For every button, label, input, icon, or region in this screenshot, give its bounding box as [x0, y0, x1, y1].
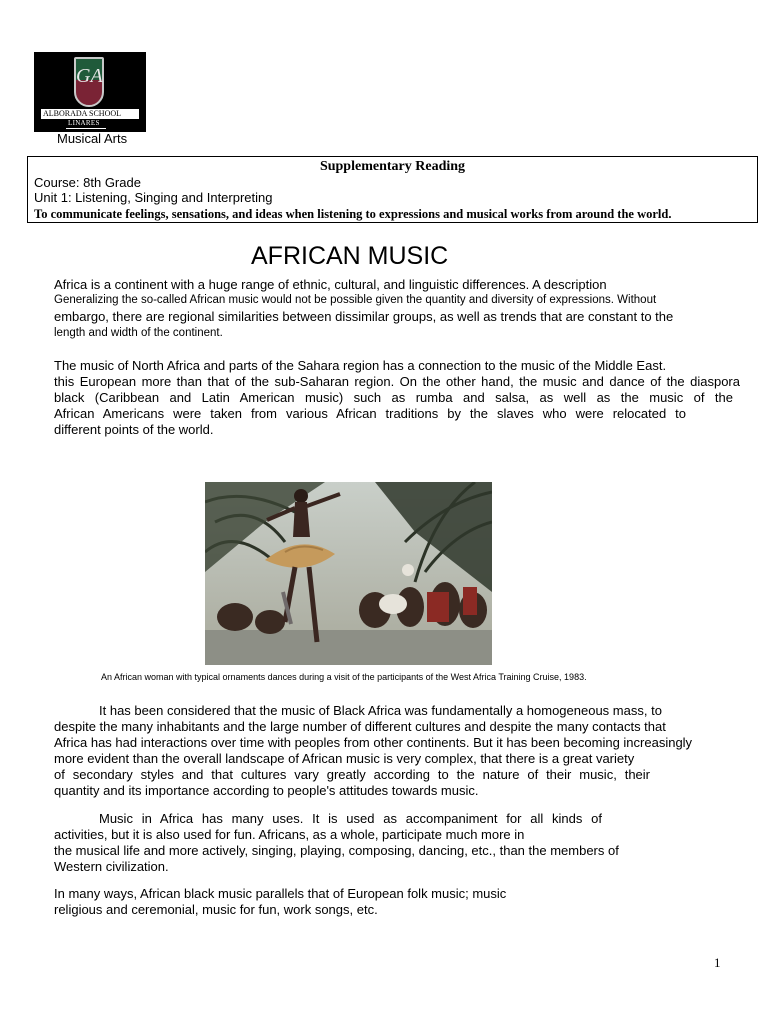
paragraph-line: different points of the world.: [54, 422, 214, 437]
paragraph-line: Generalizing the so-called African music would not be possible given the quantity and diversity of expressions. Without: [54, 294, 657, 306]
paragraph-line: Africa is a continent with a huge range of ethnic, cultural, and linguistic differences. A description: [54, 277, 607, 292]
school-logo: [34, 52, 146, 132]
paragraph-line: religious and ceremonial, music for fun, work songs, etc.: [54, 902, 378, 917]
paragraph-line: Music in Africa has many uses. It is used as accompaniment for all kinds of: [99, 811, 602, 826]
unit-line: Unit 1: Listening, Singing and Interpreting: [34, 190, 273, 205]
paragraph-line: embargo, there are regional similarities between dissimilar groups, as well as trends that are constant to the: [54, 309, 674, 324]
paragraph-line: this European more than that of the sub-Saharan region. On the other hand, the music and dance of the diaspora: [54, 374, 740, 389]
header-title: Supplementary Reading: [319, 159, 466, 174]
paragraph-line: length and width of the continent.: [54, 327, 223, 339]
paragraph-line: Africa has had interactions over time with peoples from other continents. But it has been becoming increasingly: [54, 735, 693, 750]
paragraph-line: African Americans were taken from various African traditions by the slaves who were relocated to: [54, 406, 686, 421]
subject-label: Musical Arts: [57, 131, 128, 146]
paragraph-line: Western civilization.: [54, 859, 169, 874]
paragraph-line: activities, but it is also used for fun. Africans, as a whole, participate much more in: [54, 827, 525, 842]
paragraph-line: the musical life and more actively, singing, playing, composing, dancing, etc., than the members of: [54, 843, 619, 858]
course-line: Course: 8th Grade: [34, 175, 141, 190]
objective-line: To communicate feelings, sensations, and ideas when listening to expressions and musical works from around the world.: [34, 207, 672, 221]
paragraph-line: of secondary styles and that cultures vary greatly according to the nature of their music, their: [54, 767, 650, 782]
paragraph-line: black (Caribbean and Latin American music) such as rumba and salsa, as well as the music of the: [54, 390, 733, 405]
crest-icon: [74, 57, 104, 107]
paragraph-line: quantity and its importance according to people's attitudes towards music.: [54, 783, 479, 798]
page-number: 1: [714, 955, 721, 970]
school-name: ALBORADA SCHOOL: [43, 109, 122, 118]
dance-photo: [205, 482, 492, 665]
paragraph-line: despite the many inhabitants and the large number of different cultures and despite the many contacts that: [54, 719, 666, 734]
paragraph-line: more evident than the overall landscape of African music is very complex, that there is a great variety: [54, 751, 635, 766]
photo-caption: An African woman with typical ornaments dances during a visit of the participants of the West Africa Training Cruise, 1983.: [101, 672, 587, 682]
paragraph-line: In many ways, African black music parallels that of European folk music; music: [54, 886, 507, 901]
header-box: [27, 156, 758, 223]
page-title: AFRICAN MUSIC: [251, 242, 449, 270]
school-city: LINARES: [68, 119, 100, 127]
dancer-photo-illustration: [205, 482, 492, 665]
paragraph-line: The music of North Africa and parts of the Sahara region has a connection to the music of the Middle East.: [54, 358, 667, 373]
paragraph-line: It has been considered that the music of Black Africa was fundamentally a homogeneous mass, to: [99, 703, 662, 718]
crest-monogram: GA: [76, 65, 103, 87]
